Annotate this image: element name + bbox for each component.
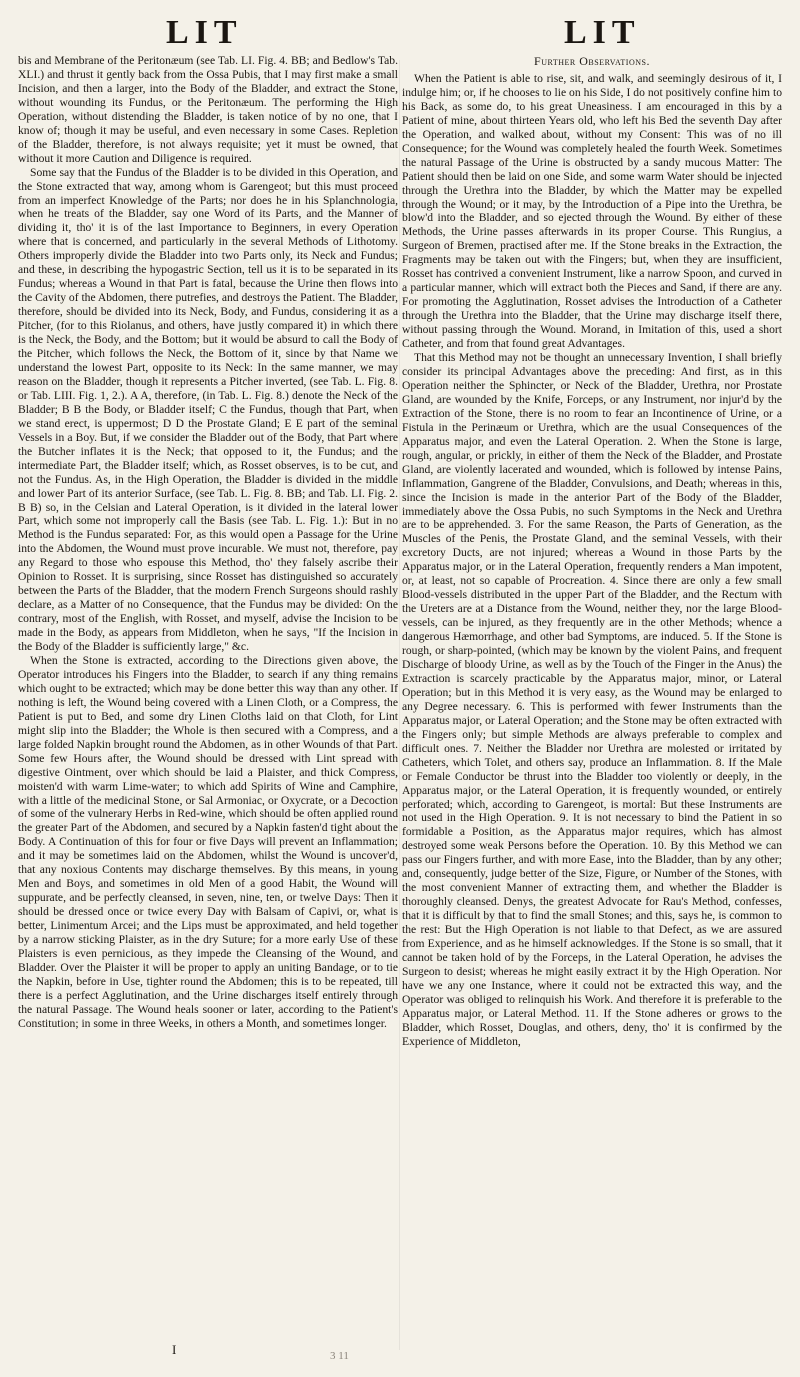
right-column: [402, 54, 782, 1049]
paragraph: When the Patient is able to rise, sit, and walk, and seemingly desirous of it, I indulge him; or, if he chooses to lie on his Side, I do not positively confine him to his Back, as some do, to his great Uneasiness. I am encouraged in this by a Patient of mine, about thirteen Years old, who left his Bed the seventh Day after the Operation, and walked about, without my Consent: This was of no ill Consequence; for the Wound was completely healed the fourth Week. Sometimes the natural Passage of the Urine is obstructed by a sandy mucous Matter: The Patient should then be laid on one Side, and some warm Water should be injected through the Urethra into the Bladder, by which the Matter may be expelled through the Wound; or it may, by the Introduction of a Pipe into the Urethra, be blow'd into the Bladder, and so ejected through the Wound. By either of these Methods, the Urine passes afterwards in its proper Course. This Rungius, a Surgeon of Bremen, practised after me. If the Stone breaks in the Extraction, the Fragments may be taken out with the Fingers; but, when they are insufficient, Rosset has contrived a convenient Instrument, like a narrow Spoon, and curved in a particular manner, which will extract both the Pieces and Sand, if there are any. For promoting the Agglutination, Rosset advises the Introduction of a Catheter through the Urethra into the Bladder, that the Urine may discharge itself there, without passing through the Wound. Morand, in Imitation of this, used a short Catheter, and from that found great Advantages.: [402, 71, 782, 351]
running-head-right: LIT: [564, 14, 641, 51]
left-column: [18, 54, 398, 1031]
paragraph: Some say that the Fundus of the Bladder is to be divided in this Operation, and the Stone extracted that way, among whom is Garengeot; but this must proceed from an imperfect Knowledge of the Parts; nor does he in his Splanchnologia, when he treats of the Bladder, say one Word of its Parts, and the Manner of dividing it, tho' it is of the last Importance to Beginners, in every Operation where that is concerned, and particularly in the several Methods of Lithotomy. Others improperly divide the Bladder into two Parts only, its Neck and Fundus; and these, in describing the hypogastric Section, tell us it is to be separated in its Fundus; whereas a Wound in that Part is fatal, because the Urine then flows into the Cavity of the Abdomen, there putrefies, and destroys the Patient. The Bladder, therefore, should be divided into its Neck, Body, and Fundus, considering it as a Pitcher, (for to this Riolanus, and others, have justly compared it) in which there is the Neck, the Body, and the Bottom; but it would be absurd to call the Body of the Pitcher, which follows the Neck, the Bottom of it, since by that Name we understand the lowest Part, opposite to its Neck: In the same manner, we may reason on the Bladder, though it represents a Pitcher inverted, (see Tab. L. Fig. 8. or Tab. LIII. Fig. 1, 2.). A A, therefore, (in Tab. L. Fig. 8.) denote the Neck of the Bladder; B B the Body, or Bladder itself; C the Fundus, though that Part, when we stand erect, is uppermost; D D the Prostate Gland; E E part of the seminal Vessels in a Boy. But, if we consider the Bladder out of the Body, that Part where the Butcher inflates it is the Neck; that opposed to it, the Fundus; and the intermediate Part, the Bladder itself; which, as Rosset observes, is to be cut, and not the Fundus. As, in the High Operation, the Bladder is divided in the middle and lower Part of its anterior Surface, (see Tab. L. Fig. 8. BB; and Tab. LI. Fig. 2. B B) so, in the Celsian and Lateral Operation, is it divided in the lateral lower Part, which some not improperly call the Basis (see Tab. L. Fig. 1.): But in no Method is the Fundus separated: For, as this would open a Passage for the Urine into the Abdomen, the Wound must prove incurable. We must not, therefore, pay any Regard to those who espouse this Method, tho' they falsely ascribe their Opinion to Rosset. It is surprising, since Rosset has distinguished so accurately between the Parts of the Bladder, that the modern French Surgeons should rashly declare, as a Matter of no Consequence, that the Fundus may be divided: On the contrary, most of the English, with Rosset, and myself, advise the Incision to be made in the Body, as appears from Middleton, when he says, "If the Incision in the Body of the Bladder is sufficiently large," &c.: [18, 165, 398, 654]
running-head-left: LIT: [166, 14, 243, 51]
paragraph: bis and Membrane of the Peritonæum (see Tab. LI. Fig. 4. BB; and Bedlow's Tab. XLI.) and thrust it gently back from the Ossa Pubis, that I may first make a small Incision, and then a larger, into the Body of the Bladder, and extract the Stone, without wounding its Fundus, or the Peritonæum. The performing the High Operation, without distending the Bladder, is taken notice of by no one, that I know of; though it may be useful, and even necessary in some Cases. Repletion of the Bladder, therefore, is not always requisite; yet it must be owned, that without it more Caution and Diligence is required.: [18, 54, 398, 165]
faint-footer-mark: 3 11: [330, 1350, 349, 1362]
paragraph: That this Method may not be thought an unnecessary Invention, I shall briefly consider its principal Advantages above the preceding: And first, as in this Operation neither the Sphincter, or Neck of the Bladder, Urethra, nor Prostate Gland, are wounded by the Knife, Forceps, or any Instrument, nor injur'd by the Extraction of the Stone, there is no room to fear an Incontinence of Urine, or a Fistula in the Perinæum or Urethra, which are the usual Consequences of the Apparatus major, and even the Lateral Operation. 2. When the Stone is large, rough, angular, or prickly, in either of them the Neck of the Bladder, and Prostate Gland, are violently lacerated and wounded, which is followed by intense Pains, Inflammation, Gangrene of the Bladder, Convulsions, and Death; whereas in this, since the Incision is made in the anterior Part of the Body of the Bladder, immediately above the Ossa Pubis, no such Symptoms in the Neck and Urethra are to be apprehended. 3. For the same Reason, the Parts of Generation, as the Muscles of the Penis, the Prostate Gland, and the seminal Vessels, with their excretory Ducts, are not injured; whereas a Wound in those Parts by the Apparatus major, or in the Lateral Operation, frequently renders a Man impotent, or, at least, not so capable of Procreation. 4. Since there are only a few small Blood-vessels distributed in the upper Part of the Bladder, and the Rectum with the Ureters are at a Distance from the Wound, neither they, nor the large Blood-vessels, can be injured, as they frequently are in the other Methods; whence a dangerous Hæmorrhage, and other bad Symptoms, are induced. 5. If the Stone is rough, or sharp-pointed, (which may be known by the violent Pains, and frequent Discharge of bloody Urine, as well as by the Touch of the Finger in the Anus) the Extraction is scarcely practicable by the Apparatus major, minor, or Lateral Operation; but in this Method it is very easy, as the Wound may be enlarged to any Degree necessary. 6. This is performed with fewer Instruments than the Apparatus major, or Lateral Operation; and the Stone may be often extracted with the Fingers only; but simple Methods are always preferable to complex and difficult ones. 7. Neither the Bladder nor Urethra are molested or irritated by Catheters, which Tolet, and others say, produce an Inflammation. 8. If the Male or Female Conductor be thrust into the Bladder too violently or deeply, in the Apparatus major, or the Lateral Operation, it is frequently wounded, or entirely perforated; which, according to Garengeot, is mortal: But these Instruments are not used in the High Operation. 9. It is not necessary to bind the Patient in so formidable a Position, as the Apparatus major requires, which has almost destroyed some weak Persons before the Operation. 10. By this Method we can pass our Fingers further, and with more Ease, into the Bladder, than by any other; and, consequently, judge better of the Size, Figure, or Number of the Stones, with the most convenient Manner of extracting them, and whether the Bladder is thoroughly cleansed. Denys, the greatest Advocate for Rau's Method, confesses, that it is difficult by that to find the small Stones; and this, says he, is common to the rest: But the High Operation is not liable to that Defect, as we are assured from Experience, and as he himself acknowledges. If the Stone is so small, that it cannot be taken hold of by the Forceps, in the Lateral Operation, he advises the Surgeon to desist; whereas he might easily extract it by the High Operation. Nor have we any one Instance, where it could not be extracted this way, and the Operator was obliged to relinquish his Work. And therefore it is preferable to the Apparatus major, or Lateral Method. 11. If the Stone adheres or grows to the Bladder, which Rosset, Douglas, and others, deny, tho' it is confirmed by the Experience of Middleton,: [402, 351, 782, 1048]
signature-mark: I: [172, 1342, 177, 1357]
column-gutter: [399, 60, 400, 1350]
paragraph: When the Stone is extracted, according to the Directions given above, the Operator introduces his Fingers into the Bladder, to search if any thing remains which ought to be extracted; which may be done better this way than any other. If nothing is left, the Wound being covered with a Linen Cloth, or a Compress, the Patient is put to Bed, and some dry Linen Cloths laid on that Cloth, for Lint might slip into the Bladder; the Whole is then secured with a Compress, and a large folded Napkin brought round the Abdomen, as in other Wounds of that Part. Some few Hours after, the Wound should be dressed with Lint spread with digestive Ointment, over which should be laid a Plaister, and thick Compress, moisten'd with warm Lime-water; to which add Spirits of Wine and Camphire, with a little of the medicinal Stone, or Sal Armoniac, or Oxycrate, or a Decoction of some of the vulnerary Herbs in Red-wine, which should be often applied round the greater Part of the Abdomen, and secured by a Napkin fasten'd tight about the Body. A Continuation of this for four or five Days will prevent an Inflammation; and it may be sometimes laid on the Abdomen, whilst the Wound is uncover'd, that any noxious Contents may discharge themselves. By this means, in young Men and Boys, and sometimes in old Men of a good Habit, the Wound will suppurate, and be perfectly cleansed, in seven, nine, ten, or twelve Days: Then it should be dressed once or twice every Day with Balsam of Capivi, or, what is better, Linimentum Arcei; and the Lips must be approximated, and held together by a narrow sticking Plaister, as in the dry Suture; for a more early Use of these Plaisters is even pernicious, as they impede the Cleansing of the Wound, and Bladder. Over the Plaister it will be proper to apply an uniting Bandage, or to tie the Napkin, before in Use, tighter round the Abdomen; this is to be repeated, till there is a perfect Agglutination, and the Urine discharges itself entirely through the natural Passage. The Wound heals sooner or later, according to the Patient's Constitution; in some in three Weeks, in others a Month, and sometimes longer.: [18, 653, 398, 1030]
section-heading: Further Observations.: [534, 54, 650, 68]
